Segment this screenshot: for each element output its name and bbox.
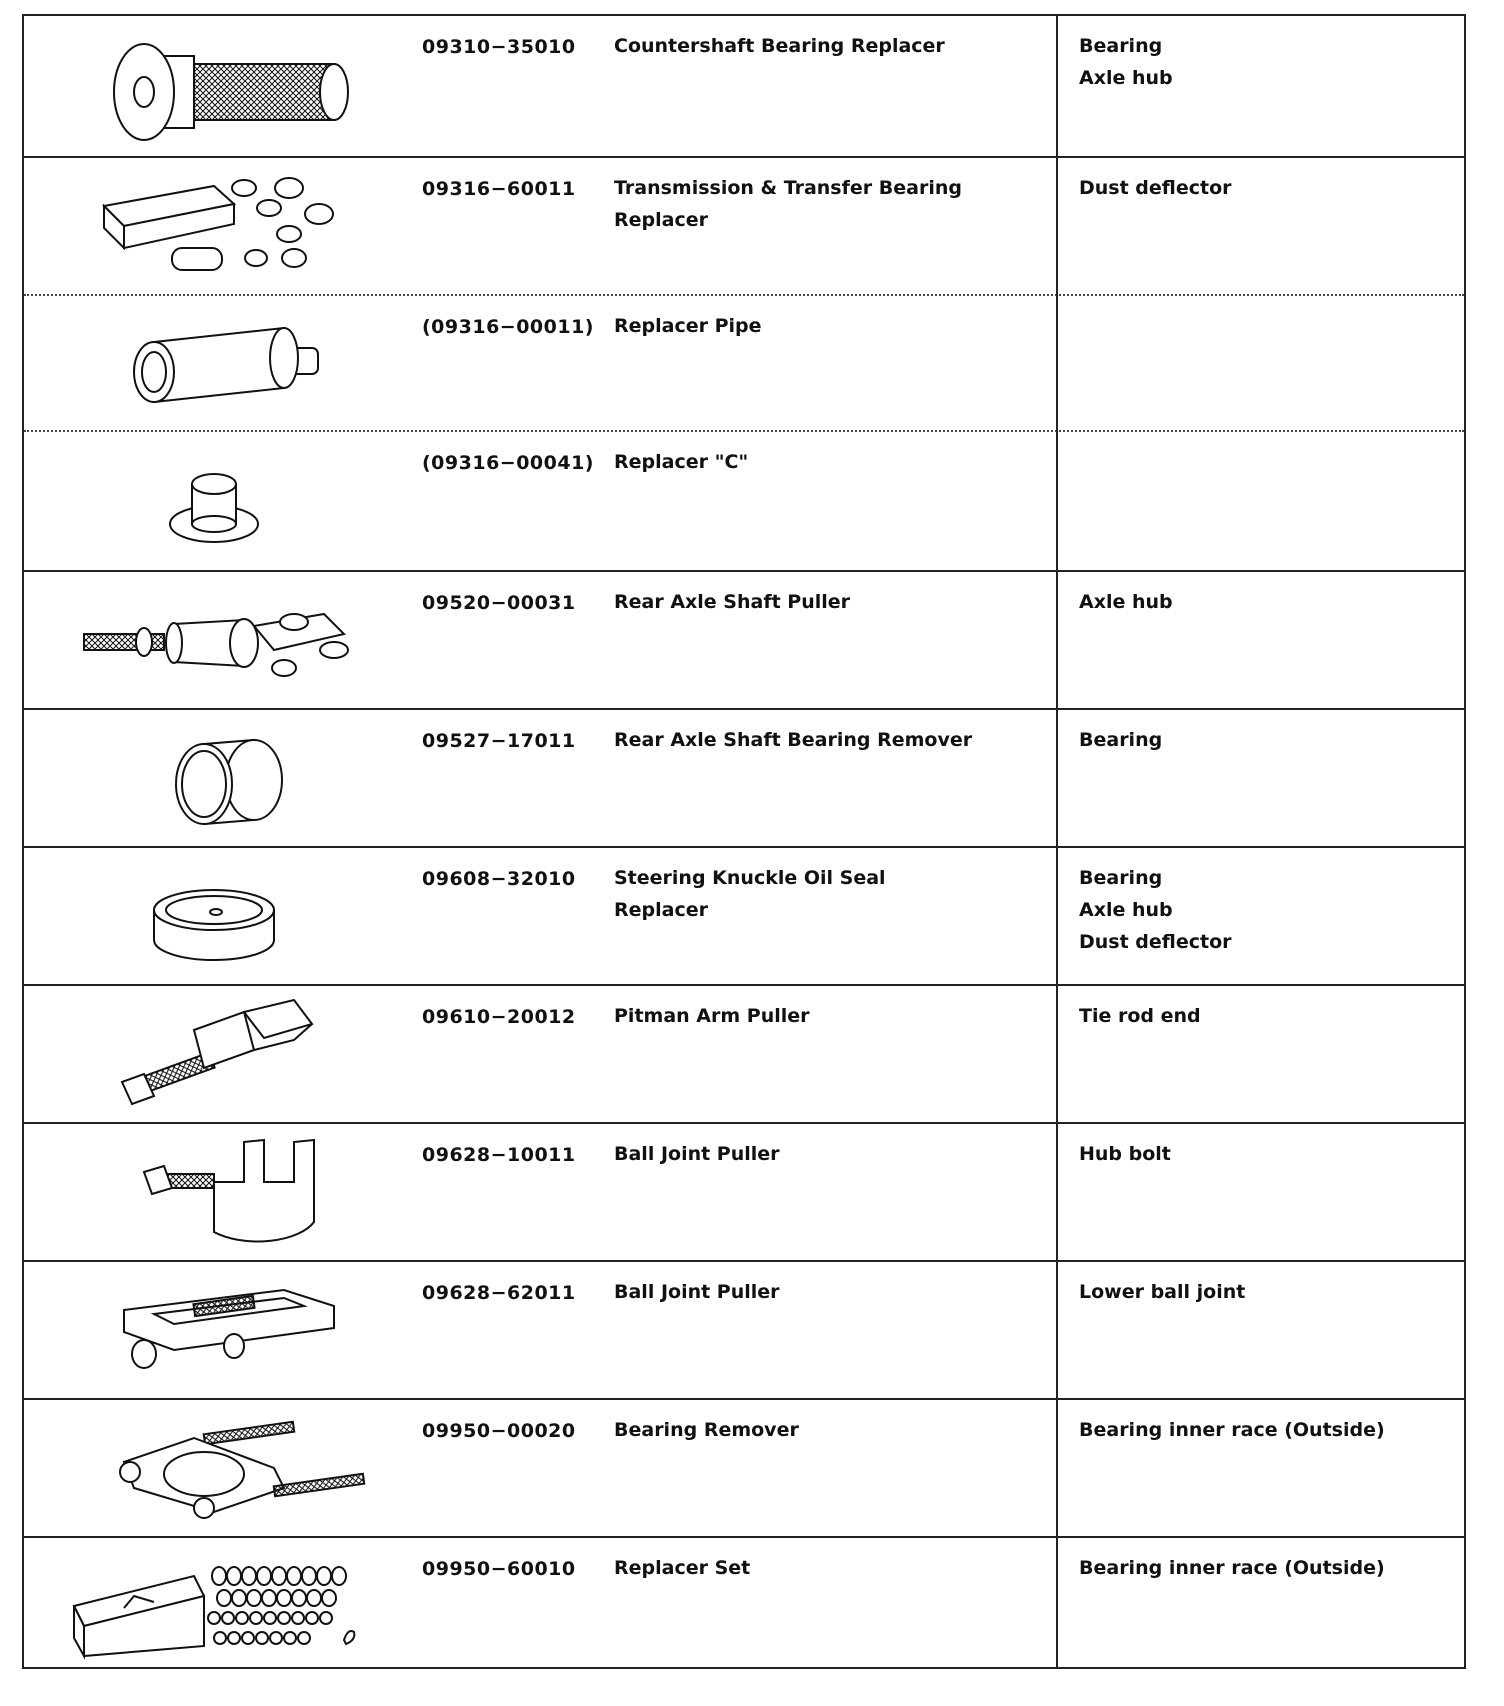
tool-name-line: Ball Joint Puller <box>614 1281 780 1303</box>
special-service-tools-table <box>22 14 1466 1669</box>
table-row <box>24 846 1464 984</box>
use-item: Bearing <box>1079 35 1163 57</box>
tool-uses <box>1079 1000 1459 1032</box>
use-item: Axle hub <box>1079 899 1173 921</box>
use-item: Hub bolt <box>1079 1143 1171 1165</box>
ball-joint-puller-icon <box>44 1132 384 1252</box>
table-row <box>24 1260 1464 1398</box>
tool-uses <box>1079 1276 1459 1308</box>
tool-name <box>614 172 1014 236</box>
tool-name-line: Ball Joint Puller <box>614 1143 780 1165</box>
part-number: 09527−17011 <box>422 730 576 752</box>
table-row <box>24 430 1464 570</box>
part-number: 09520−00031 <box>422 592 576 614</box>
part-number: 09316−60011 <box>422 178 576 200</box>
tool-name <box>614 586 1014 618</box>
tool-name <box>614 1414 1014 1446</box>
part-number: 09610−20012 <box>422 1006 576 1028</box>
use-item: Bearing <box>1079 867 1163 889</box>
replacer-c-icon <box>44 440 384 560</box>
use-item: Bearing <box>1079 729 1163 751</box>
table-row <box>24 156 1464 294</box>
tool-name-line: Replacer <box>614 899 708 921</box>
tool-uses <box>1079 30 1459 94</box>
tool-name-line: Replacer Set <box>614 1557 751 1579</box>
tool-name-line: Pitman Arm Puller <box>614 1005 810 1027</box>
use-item: Tie rod end <box>1079 1005 1201 1027</box>
part-number: (09316−00011) <box>422 316 594 338</box>
part-number: 09310−35010 <box>422 36 576 58</box>
replacer-set-case-icon <box>44 1546 384 1666</box>
tool-name <box>614 862 1014 926</box>
tool-name <box>614 1000 1014 1032</box>
table-row <box>24 570 1464 708</box>
axle-shaft-puller-icon <box>44 580 384 700</box>
tool-name-line: Rear Axle Shaft Puller <box>614 591 851 613</box>
tool-name <box>614 1138 1014 1170</box>
bearing-replacer-set-icon <box>44 166 384 286</box>
tool-name-line: Replacer "C" <box>614 451 749 473</box>
replacer-pipe-icon <box>44 304 384 424</box>
bearing-separator-icon <box>44 1408 384 1528</box>
tool-name-line: Bearing Remover <box>614 1419 799 1441</box>
table-row <box>24 1536 1464 1671</box>
tool-name <box>614 310 1014 342</box>
ball-joint-puller-frame-icon <box>44 1270 384 1390</box>
part-number: 09950−60010 <box>422 1558 576 1580</box>
tool-name <box>614 724 1014 756</box>
tool-uses <box>1079 1414 1459 1446</box>
tool-name <box>614 30 1014 62</box>
tool-uses <box>1079 862 1459 958</box>
table-row <box>24 1398 1464 1536</box>
tool-uses <box>1079 586 1459 618</box>
table-row <box>24 708 1464 846</box>
part-number: 09608−32010 <box>422 868 576 890</box>
bearing-remover-cup-icon <box>44 718 384 838</box>
table-row <box>24 16 1464 156</box>
use-item: Lower ball joint <box>1079 1281 1246 1303</box>
use-item: Bearing inner race (Outside) <box>1079 1557 1385 1579</box>
tool-name <box>614 446 1014 478</box>
part-number: 09628−62011 <box>422 1282 576 1304</box>
use-item: Bearing inner race (Outside) <box>1079 1419 1385 1441</box>
part-number: 09628−10011 <box>422 1144 576 1166</box>
tool-name-line: Rear Axle Shaft Bearing Remover <box>614 729 973 751</box>
tool-uses <box>1079 1552 1459 1584</box>
table-row <box>24 984 1464 1122</box>
uses-column-divider <box>1056 16 1058 1667</box>
use-item: Dust deflector <box>1079 931 1232 953</box>
part-number: (09316−00041) <box>422 452 594 474</box>
part-number: 09950−00020 <box>422 1420 576 1442</box>
table-row <box>24 294 1464 430</box>
use-item: Dust deflector <box>1079 177 1232 199</box>
use-item: Axle hub <box>1079 67 1173 89</box>
countershaft-replacer-icon <box>44 24 384 144</box>
tool-name <box>614 1276 1014 1308</box>
pitman-arm-puller-icon <box>44 994 384 1114</box>
tool-name-line: Transmission & Transfer Bearing <box>614 177 962 199</box>
use-item: Axle hub <box>1079 591 1173 613</box>
table-row <box>24 1122 1464 1260</box>
tool-uses <box>1079 172 1459 204</box>
oil-seal-replacer-icon <box>44 856 384 976</box>
tool-name-line: Steering Knuckle Oil Seal <box>614 867 886 889</box>
tool-name-line: Countershaft Bearing Replacer <box>614 35 945 57</box>
tool-name-line: Replacer <box>614 209 708 231</box>
tool-name <box>614 1552 1014 1584</box>
tool-uses <box>1079 1138 1459 1170</box>
tool-name-line: Replacer Pipe <box>614 315 762 337</box>
tool-uses <box>1079 724 1459 756</box>
